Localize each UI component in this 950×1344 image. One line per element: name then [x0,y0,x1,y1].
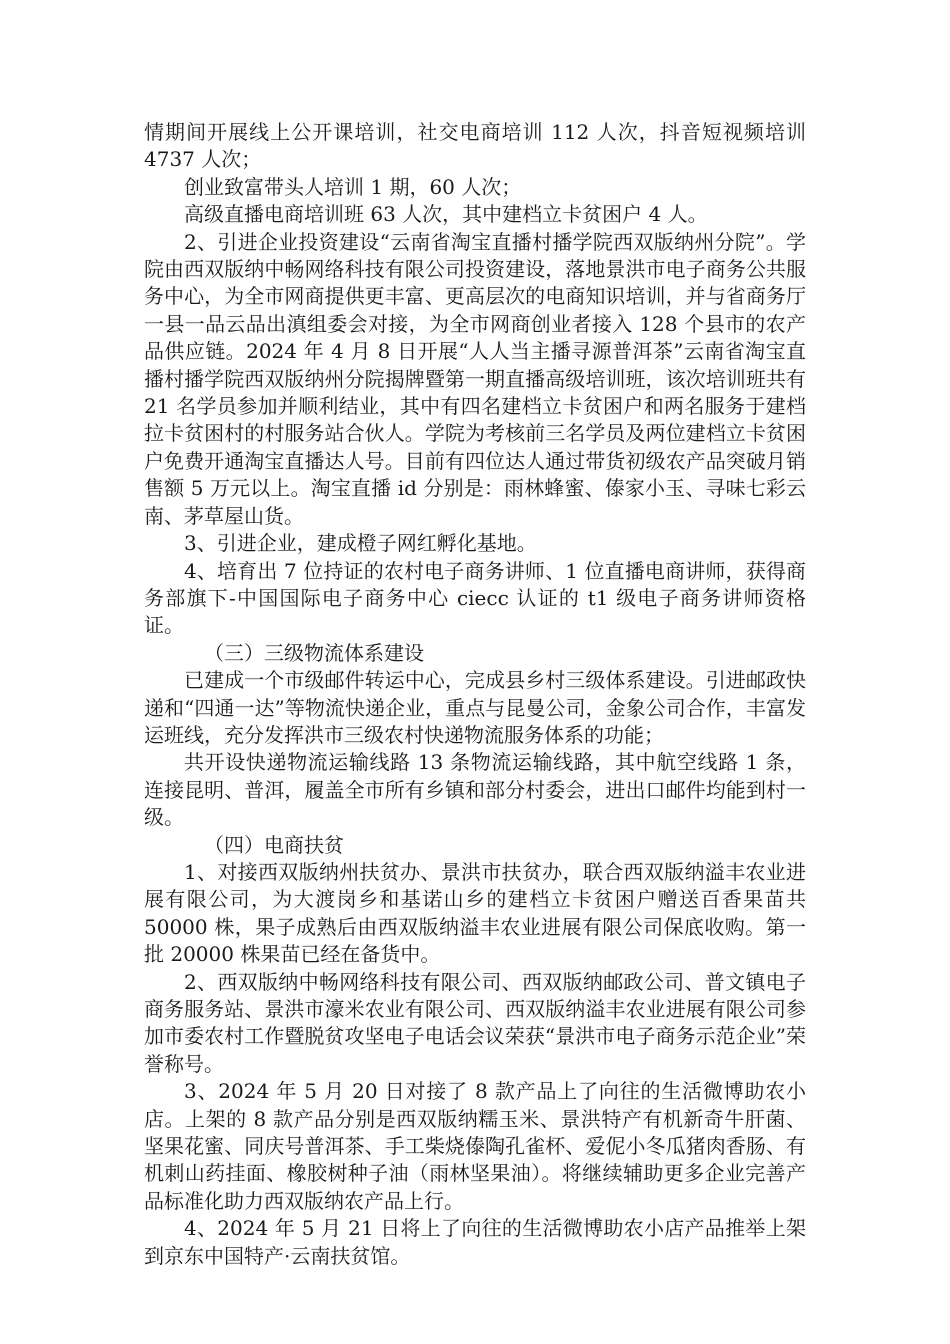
paragraph-item-4-lecturers: 4、培育出 7 位持证的农村电子商务讲师、1 位直播电商讲师，获得商务部旗下-中国国际电子商务中心 ciecc 认证的 t1 级电子商务讲师资格证。 [144,558,806,638]
paragraph-entrepreneur-training: 创业致富带头人培训 1 期，60 人次； [184,174,522,199]
paragraph-item-3-incubator: 3、引进企业，建成橙子网红孵化基地。 [184,531,537,556]
paragraph-item-4-jd-listing: 4、2024 年 5 月 21 日将上了向往的生活微博助农小店产品推举上架到京东中国特产·云南扶贫馆。 [144,1216,806,1268]
paragraph-item-1-seedlings: 1、对接西双版纳州扶贫办、景洪市扶贫办，联合西双版纳溢丰农业进展有限公司，为大渡岗乡和基诺山乡的建档立卡贫困户赠送百香果苗共 50000 株，果子成熟后由西双版纳溢丰农业进展有限公司保底收购。第一批 20000 株果苗已经在备货中。 [144,859,806,967]
paragraph-item-2-academy: 2、引进企业投资建设“云南省淘宝直播村播学院西双版纳州分院”。学院由西双版纳中畅网络科技有限公司投资建设，落地景洪市电子商务公共服务中心，为全市网商提供更丰富、更高层次的电商知识培训，并与省商务厅一县一品云品出滇组委会对接，为全市网商创业者接入 128 个县市的农产品供应链。2024 年 4 月 8 日开展“人人当主播寻源普洱茶”云南省淘宝直播村播学院西双版纳州分院揭牌暨第一期直播高级培训班，该次培训班共有 21 名学员参加并顺利结业，其中有四名建档立卡贫困户和两名服务于建档拉卡贫困村的村服务站合伙人。学院为考核前三名学员及两位建档立卡贫困户免费开通淘宝直播达人号。目前有四位达人通过带货初级农产品突破月销售额 5 万元以上。淘宝直播 id 分别是：雨林蜂蜜、傣家小玉、寻味七彩云南、茅草屋山货。 [144,229,806,528]
paragraph-item-3-weibo-shop: 3、2024 年 5 月 20 日对接了 8 款产品上了向往的生活微博助农小店。上架的 8 款产品分别是西双版纳糯玉米、景洪特产有机新奇牛肝菌、坚果花蜜、同庆号普洱茶、手工柴烧傣陶孔雀杯、爱伲小冬瓜猪肉香肠、有机刺山药挂面、橡胶树种子油（雨林坚果油）。将继续辅助更多企业完善产品标准化助力西双版纳农产品上行。 [144,1079,806,1213]
paragraph-logistics-center: 已建成一个市级邮件转运中心，完成县乡村三级体系建设。引进邮政快递和“四通一达”等物流快递企业，重点与昆曼公司，金象公司合作，丰富发运班线，充分发挥洪市三级农村快递物流服务体系的功能； [144,668,806,747]
section-heading-poverty-alleviation: （四）电商扶贫 [204,832,344,857]
paragraph-logistics-routes: 共开设快递物流运输线路 13 条物流运输线路，其中航空线路 1 条，连接昆明、普洱，履盖全市所有乡镇和部分村委会，进出口邮件均能到村一级。 [144,750,806,830]
document-body [144,119,806,1270]
paragraph-livestream-training: 高级直播电商培训班 63 人次，其中建档立卡贫困户 4 人。 [184,202,708,227]
paragraph-item-2-awards: 2、西双版纳中畅网络科技有限公司、西双版纳邮政公司、普文镇电子商务服务站、景洪市濠米农业有限公司、西双版纳溢丰农业进展有限公司参加市委农村工作暨脱贫攻坚电子电话会议荣获“景洪市电子商务示范企业”荣誉称号。 [144,969,806,1076]
section-heading-logistics: （三）三级物流体系建设 [204,640,424,665]
paragraph-continuation: 情期间开展线上公开课培训，社交电商培训 112 人次，抖音短视频培训 4737 人次； [144,120,806,172]
